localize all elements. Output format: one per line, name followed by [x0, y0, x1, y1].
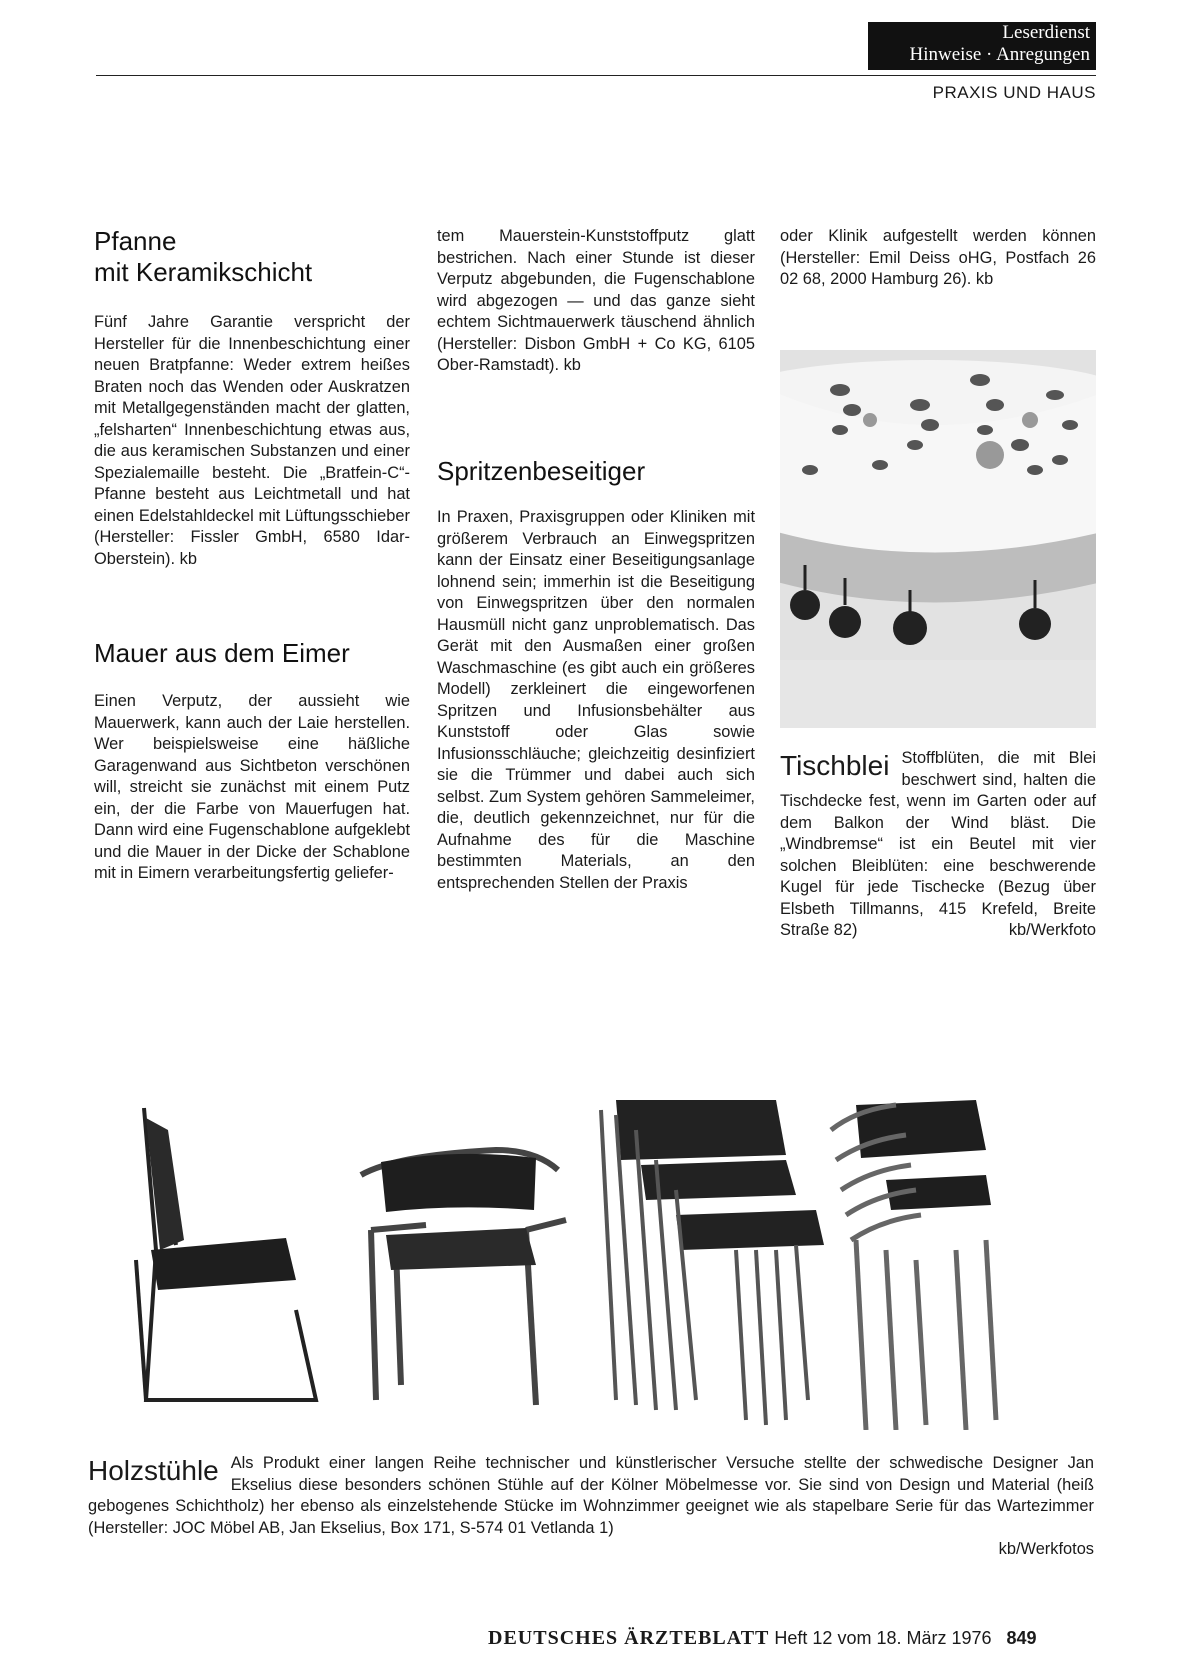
mauer-title: Mauer aus dem Eimer	[94, 638, 350, 668]
section-tag-line2: Hinweise · Anregungen	[909, 44, 1090, 65]
mauer-body-col2: tem Mauerstein-Kunststoffputz glatt bestrichen. Nach einer Stunde ist dieser Verputz abgebunden, die Fugenschablone wird abgezogen — und das ganze sieht echtem Sichtmauerwerk täuschend ähnlich (Hersteller: Disbon GmbH + Co KG, 6105 Ober-Ramstadt). kb	[437, 227, 755, 374]
tablecloth-photo	[780, 350, 1096, 728]
holz-title: Holzstühle	[88, 1455, 219, 1486]
section-title: PRAXIS UND HAUS	[932, 83, 1096, 102]
article-holz	[88, 1453, 1094, 1561]
article-spritzen	[437, 456, 755, 894]
chairs-photo	[96, 1100, 1096, 1430]
article-mauer	[94, 638, 410, 885]
holz-credit: kb/Werkfotos	[998, 1540, 1094, 1558]
header-rule	[96, 75, 1096, 76]
spritzen-body: In Praxen, Praxisgruppen oder Kliniken mit größerem Verbrauch an Einwegspritzen kann der Einsatz einer Beseitigungsanlage lohnend sein; immerhin ist die Beseitigung von Einwegspritzen über den normalen Hausmüll nicht ganz unproblematisch. Das Gerät mit den Ausmaßen einer großen Waschmaschine (es gibt auch ein größeres Modell) zerkleinert die eingeworfenen Spritzen und Infusionsbehälter aus Kunststoff oder Glas sowie Infusionsschläuche; gleichzeitig desinfiziert sie die Trümmer und dabei auch sich selbst. Zum System gehören Sammeleimer, die, deutlich gekennzeichnet, nur für die Aufnahme des für die Maschine bestimmten Materials, an den entsprechenden Stellen der Praxis	[437, 508, 755, 892]
pfanne-title: Pfanne mit Keramikschicht	[94, 226, 313, 287]
tischblei-title: Tischblei	[780, 750, 890, 781]
footer	[488, 1627, 1094, 1650]
section-tag-line1: Leserdienst	[1002, 22, 1090, 43]
mauer-continued	[437, 226, 755, 377]
pfanne-body: Fünf Jahre Garantie verspricht der Hersteller für die Innenbeschichtung einer neuen Bratpfanne: Weder extrem heißes Braten noch das Wenden oder Auskratzen mit Metallgegenständen macht der glatten, „felsharten“ Innenbeschichtung etwas aus, die aus keramischen Substanzen und einer Spezialemaille besteht. Die „Bratfein-C“-Pfanne besteht aus Leichtmetall und hat einen Edelstahldeckel mit Lüftungsschieber (Hersteller: Fissler GmbH, 6580 Idar-Oberstein). kb	[94, 313, 410, 568]
spritzen-title: Spritzenbeseitiger	[437, 456, 646, 486]
spritzen-continued	[780, 226, 1096, 291]
article-tischblei	[780, 748, 1096, 942]
tischblei-body: Stoffblüten, die mit Blei beschwert sind, halten die Tischdecke fest, wenn im Garten oder auf dem Balkon der Wind bläst. Die „Windbremse“ ist ein Beutel mit vier solchen Bleiblüten: eine beschwerende Kugel für jede Tischecke (Bezug über Elsbeth Tillmanns, 415 Krefeld, Breite Straße 82)	[780, 749, 1096, 939]
tischblei-credit: kb/Werkfoto	[1008, 921, 1096, 939]
issue-info: Heft 12 vom 18. März 1976	[774, 1628, 992, 1648]
page-number: 849	[1006, 1628, 1037, 1648]
spritzen-body-col3: oder Klinik aufgestellt werden können (Hersteller: Emil Deiss oHG, Postfach 26 02 68, 2000 Hamburg 26). kb	[780, 227, 1096, 288]
holz-body: Als Produkt einer langen Reihe technischer und künstlerischer Versuche stellte der schwedische Designer Jan Ekselius diese besonders schönen Stühle auf der Kölner Möbelmesse vor. Sie sind von Design und Material (heiß gebogenes Schichtholz) her ebenso als einzelstehende Stücke im Wohnzimmer geeignet wie als stapelbare Serie für das Wartezimmer (Hersteller: JOC Möbel AB, Jan Ekselius, Box 171, S-574 01 Vetlanda 1)	[88, 1454, 1094, 1537]
masthead: DEUTSCHES ÄRZTEBLATT	[488, 1627, 770, 1649]
article-pfanne	[94, 226, 410, 570]
section-tag	[868, 22, 1096, 70]
mauer-body-col1: Einen Verputz, der aussieht wie Mauerwerk, kann auch der Laie herstellen. Wer beispielsweise eine häßliche Garagenwand aus Sichtbeton verschönen will, streicht sie zunächst mit einem Putz ein, der die Farbe von Mauerfugen hat. Dann wird eine Fugenschablone aufgeklebt und die Mauer in der Dicke der Schablone mit in Eimern verarbeitungsfertig geliefer-	[94, 692, 410, 882]
